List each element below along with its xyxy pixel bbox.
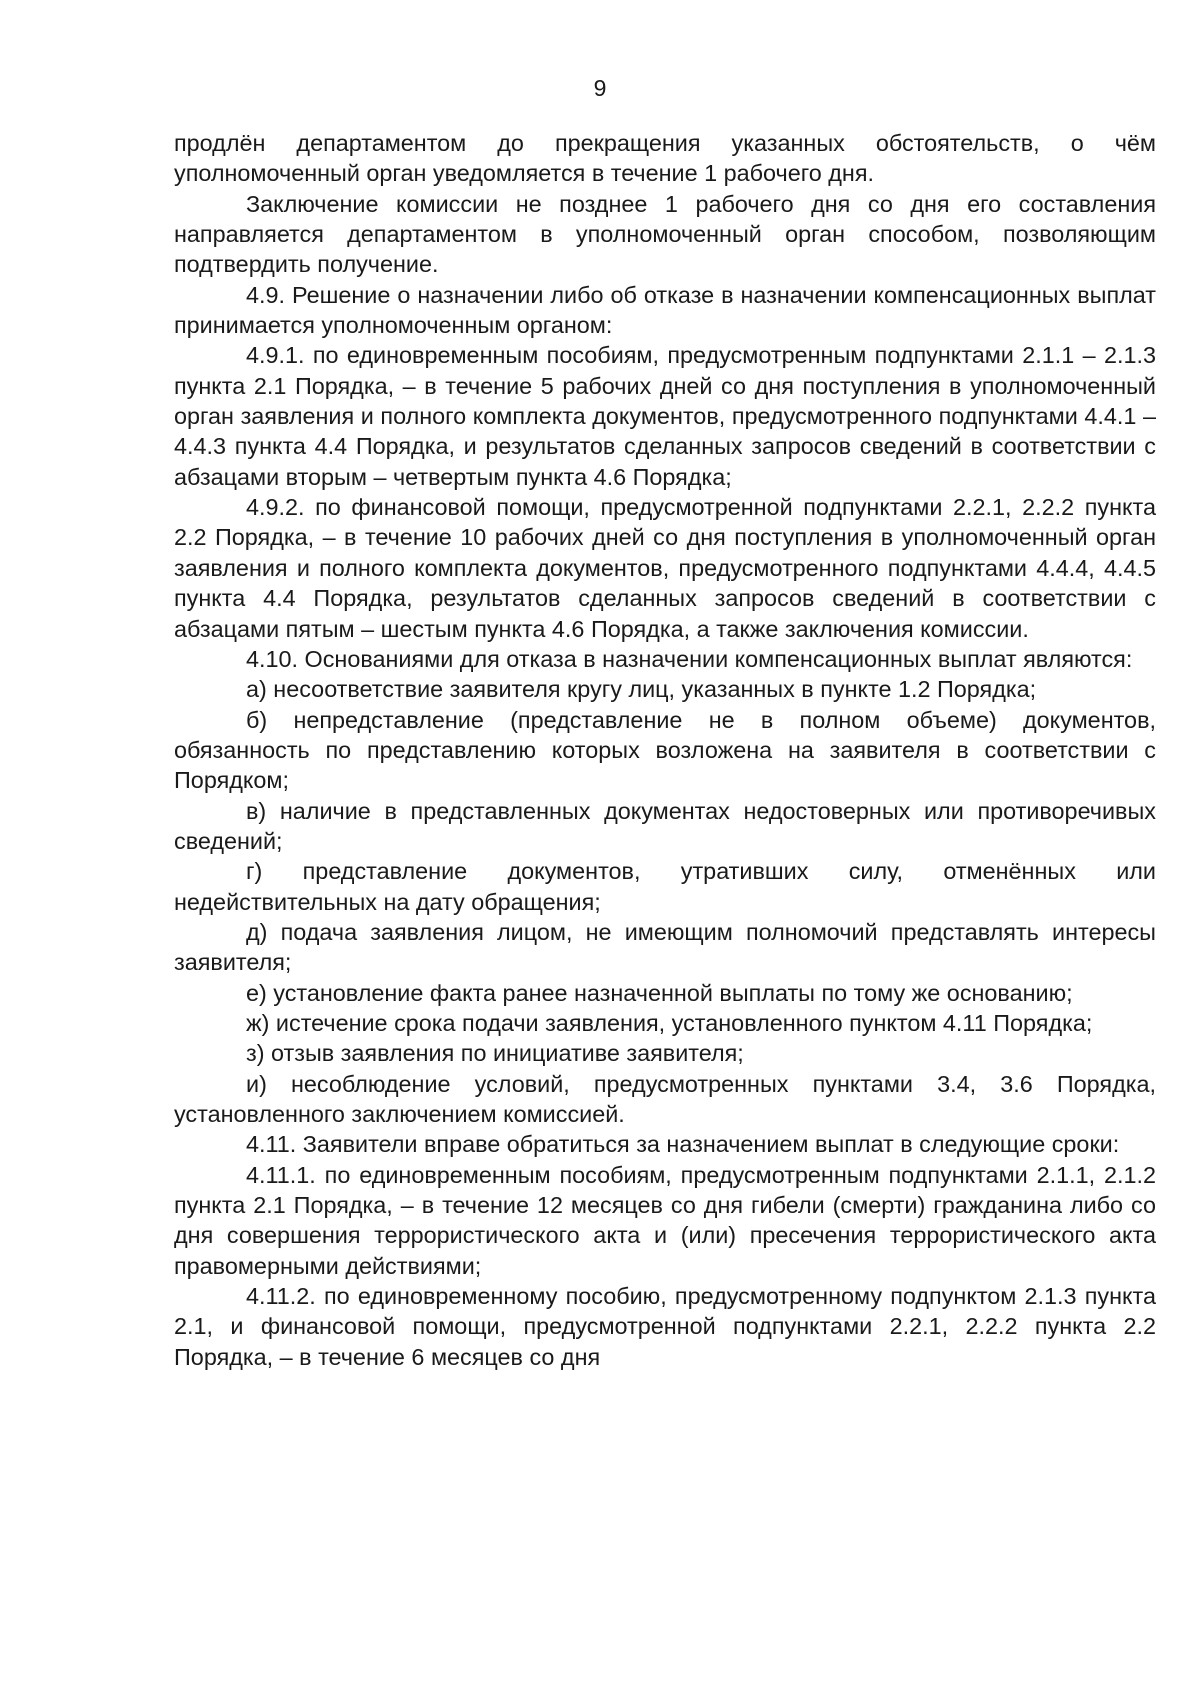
list-item-zh: ж) истечение срока подачи заявления, установленного пунктом 4.11 Порядка;	[246, 1009, 1093, 1036]
paragraph-continuation: продлён департаментом до прекращения указанных обстоятельств, о чём уполномоченный орган уведомляется в течение 1 рабочего дня.	[174, 130, 1156, 187]
list-item-i: и) несоблюдение условий, предусмотренных пунктами 3.4, 3.6 Порядка, установленного заключением комиссией.	[174, 1070, 1156, 1127]
list-item-v: в) наличие в представленных документах недостоверных или противоречивых сведений;	[174, 797, 1156, 854]
list-item-d: д) подача заявления лицом, не имеющим полномочий представлять интересы заявителя;	[174, 918, 1156, 976]
paragraph-4-11: 4.11. Заявители вправе обратиться за назначением выплат в следующие сроки:	[246, 1131, 1120, 1158]
paragraph-commission-conclusion: Заключение комиссии не позднее 1 рабочего дня со дня его составления направляется департаментом в уполномоченный орган способом, позволяющим подтвердить получение.	[174, 190, 1156, 278]
list-item-a: а) несоответствие заявителя кругу лиц, указанных в пункте 1.2 Порядка;	[246, 676, 1037, 703]
paragraph-4-9-2: 4.9.2. по финансовой помощи, предусмотренной подпунктами 2.2.1, 2.2.2 пункта 2.2 Порядка, – в течение 10 рабочих дней со дня поступления в уполномоченный орган заявления и полного комплекта документов, предусмотренного подпунктами 4.4.4, 4.4.5 пункта 4.4 Порядка, результатов сделанных запросов сведений в соответствии с абзацами пятым – шестым пункта 4.6 Порядка, а также заключения комиссии.	[174, 494, 1156, 642]
page-number: 9	[593, 75, 607, 101]
list-item-b: б) непредставление (представление не в полном объеме) документов, обязанность по представлению которых возложена на заявителя в соответствии с Порядком;	[174, 706, 1156, 794]
paragraph-4-11-1: 4.11.1. по единовременным пособиям, предусмотренным подпунктами 2.1.1, 2.1.2 пункта 2.1 Порядка, – в течение 12 месяцев со дня гибели (смерти) гражданина либо со дня совершения террористического акта и (или) пресечения террористического акта правомерными действиями;	[174, 1161, 1156, 1279]
document-body	[174, 128, 1156, 1372]
paragraph-4-11-2: 4.11.2. по единовременному пособию, предусмотренному подпунктом 2.1.3 пункта 2.1, и финансовой помощи, предусмотренной подпунктами 2.2.1, 2.2.2 пункта 2.2 Порядка, – в течение 6 месяцев со дня	[174, 1283, 1156, 1370]
list-item-e: е) установление факта ранее назначенной выплаты по тому же основанию;	[246, 979, 1073, 1006]
paragraph-4-9-1: 4.9.1. по единовременным пособиям, предусмотренным подпунктами 2.1.1 – 2.1.3 пункта 2.1 Порядка, – в течение 5 рабочих дней со дня поступления в уполномоченный орган заявления и полного комплекта документов, предусмотренного подпунктами 4.4.1 – 4.4.3 пункта 4.4 Порядка, и результатов сделанных запросов сведений в соответствии с абзацами вторым – четвертым пункта 4.6 Порядка;	[174, 342, 1156, 490]
list-item-g: г) представление документов, утративших силу, отменённых или недействительных на дату обращения;	[174, 858, 1156, 915]
list-item-z: з) отзыв заявления по инициативе заявителя;	[246, 1040, 744, 1067]
paragraph-4-9: 4.9. Решение о назначении либо об отказе в назначении компенсационных выплат принимается уполномоченным органом:	[174, 281, 1156, 339]
paragraph-4-10: 4.10. Основаниями для отказа в назначении компенсационных выплат являются:	[246, 645, 1133, 672]
